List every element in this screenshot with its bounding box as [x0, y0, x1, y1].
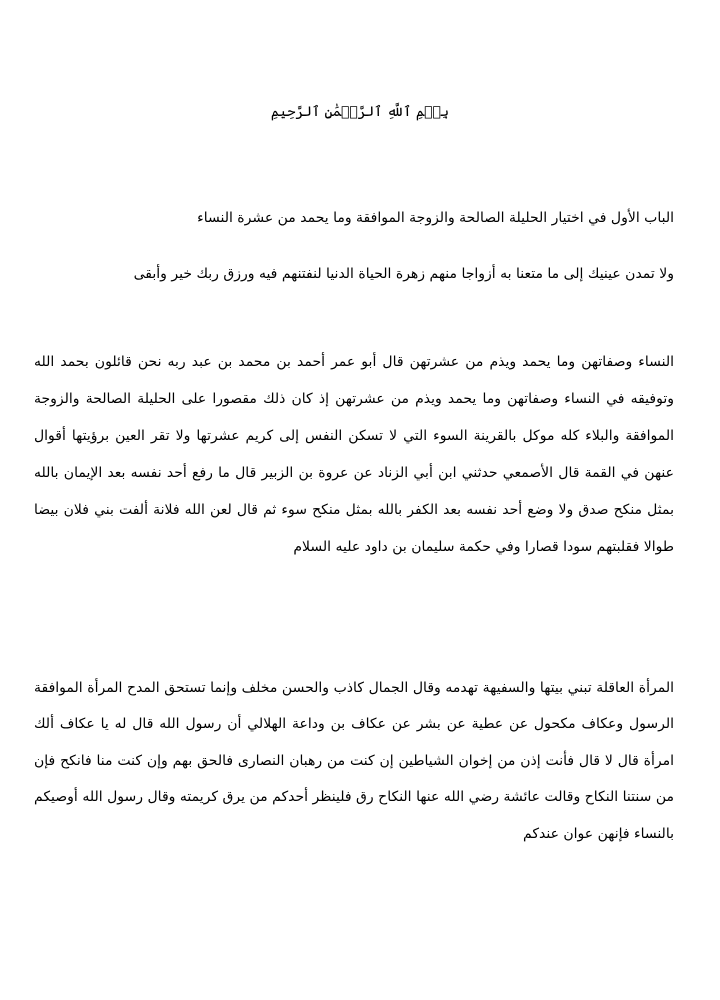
quran-verse — [34, 256, 674, 292]
body-paragraph-1-text: النساء وصفاتهن وما يحمد ويذم من عشرتهن قال أبو عمر أحمد بن محمد بن عبد ربه نحن قائلون بحمد الله وتوفيقه في النساء وصفاتهن وما يحمد ويذم من عشرتهن إذ كان ذلك مقصورا على الحليلة الصالحة والزوجة الموافقة والبلاء كله موكل بالقرينة السوء التي لا تسكن النفس إلى كريم عشرتها ولا تقر العين برؤيتها أقوال عنهن في القمة قال الأصمعي حدثني ابن أبي الزناد عن عروة بن الزبير قال ما رفع أحد نفسه بعد الإيمان بالله بمثل منكح صدق ولا وضع أحد نفسه بعد الكفر بالله بمثل منكح سوء ثم قال لعن الله فلانة ألفت بني فلان بيضا طوالا فقلبتهم سودا قصارا وفي حكمة سليمان بن داود عليه السلام — [34, 354, 674, 555]
body-paragraph-2 — [34, 670, 674, 852]
chapter-title-text: الباب الأول في اختيار الحليلة الصالحة والزوجة الموافقة وما يحمد من عشرة النساء — [197, 210, 674, 226]
quran-verse-text: ولا تمدن عينيك إلى ما متعنا به أزواجا منهم زهرة الحياة الدنيا لنفتنهم فيه ورزق ربك خير وأبقى — [133, 266, 674, 282]
body-paragraph-2-text: المرأة العاقلة تبني بيتها والسفيهة تهدمه وقال الجمال كاذب والحسن مخلف وإنما تستحق المدح المرأة الموافقة الرسول وعكاف مكحول عن عطية عن بشر عن عكاف بن وداعة الهلالي أن رسول الله قال له يا عكاف ألك امرأة قال لا قال فأنت إذن من إخوان الشياطين إن كنت من رهبان النصارى فالحق بهم وإن كنت منا فانكح فإن من سنتنا النكاح وقالت عائشة رضي الله عنها النكاح رق فلينظر أحدكم من يرق كريمته وقال رسول الله أوصيكم بالنساء فإنهن عوان عندكم — [34, 680, 674, 842]
basmala-heading: بِسۡمِ ٱللَّهِ ٱلرَّحۡمَٰنِ ٱلرَّحِيمِ — [270, 104, 450, 120]
body-paragraph-1 — [34, 344, 674, 566]
chapter-title — [34, 206, 674, 230]
